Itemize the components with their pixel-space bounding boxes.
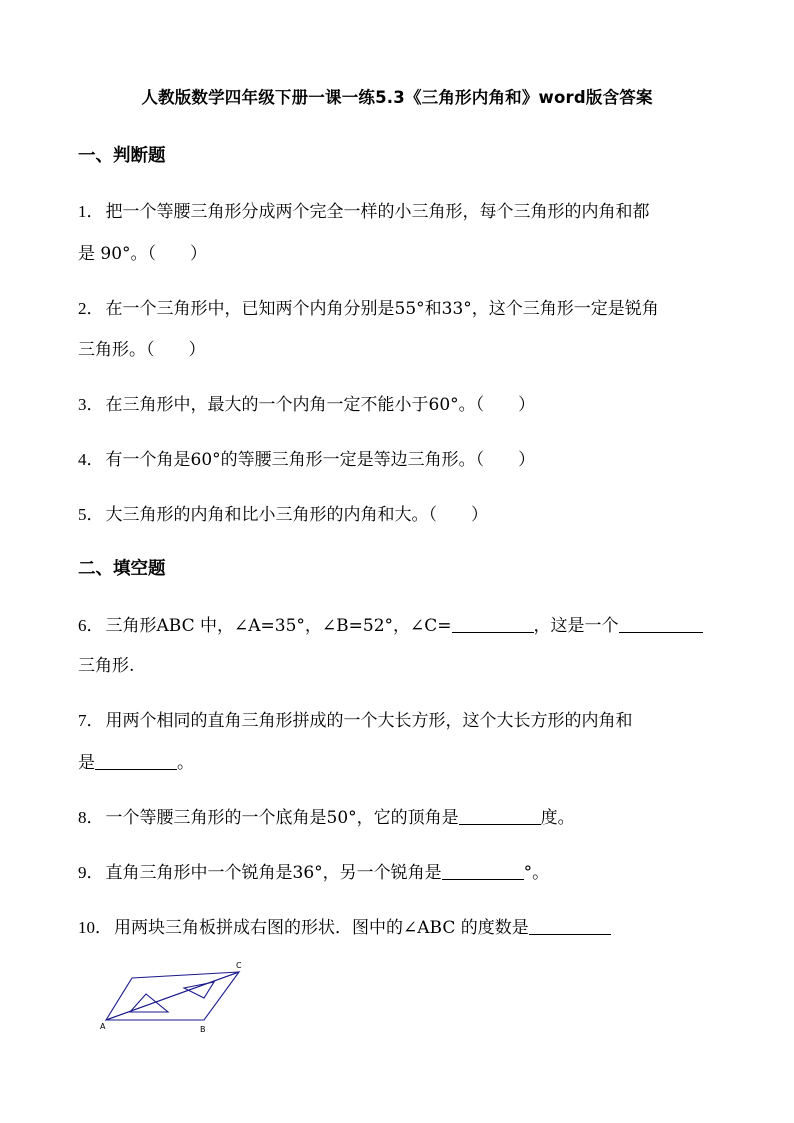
answer-blank[interactable] — [452, 615, 534, 633]
section-heading-fill-blank: 二、填空题 — [78, 559, 166, 579]
question-6-line-1 — [78, 611, 703, 636]
question-4 — [78, 445, 535, 470]
question-text: 。 — [177, 753, 194, 773]
question-number: 3． — [78, 395, 104, 414]
answer-blank[interactable] — [619, 615, 703, 633]
question-text: 度。 — [540, 808, 575, 828]
vertex-label-c: C — [236, 961, 242, 970]
question-text: 有一个角是60°的等腰三角形一定是等边三角形。（ ） — [105, 450, 536, 470]
question-2-line-1 — [78, 294, 659, 319]
question-text: °。 — [523, 863, 550, 883]
question-text: 大三角形的内角和比小三角形的内角和大。（ ） — [105, 505, 488, 525]
question-text: ，这是一个 — [533, 616, 619, 636]
question-text: 用两块三角板拼成右图的形状．图中的∠ABC 的度数是 — [114, 918, 529, 938]
question-6-line-2 — [78, 651, 134, 676]
answer-blank[interactable] — [95, 752, 177, 770]
answer-blank[interactable] — [442, 862, 524, 880]
question-number: 4． — [78, 450, 104, 469]
answer-blank[interactable] — [459, 807, 541, 825]
question-number: 5． — [78, 505, 104, 524]
question-number: 2． — [78, 299, 104, 318]
question-5 — [78, 500, 488, 525]
question-10 — [78, 913, 611, 938]
question-text: 一个等腰三角形的一个底角是50°，它的顶角是 — [105, 808, 459, 828]
question-text: 直角三角形中一个锐角是36°，另一个锐角是 — [105, 863, 442, 883]
question-text: 三角形ABC 中，∠A=35°，∠B=52°，∠C= — [105, 616, 452, 636]
question-8 — [78, 803, 575, 828]
question-text: 三角形. — [78, 656, 135, 676]
question-text: 用两个相同的直角三角形拼成的一个大长方形，这个大长方形的内角和 — [105, 711, 633, 731]
question-7-line-1 — [78, 706, 633, 731]
question-text: 是 90°。（ ） — [78, 244, 208, 264]
question-text: 是 — [78, 753, 95, 773]
question-number: 1． — [78, 202, 104, 221]
set-squares-figure — [96, 958, 256, 1038]
question-text: 在三角形中，最大的一个内角一定不能小于60°。（ ） — [105, 395, 536, 415]
question-7-line-2 — [78, 748, 194, 773]
vertex-label-b: B — [200, 1025, 206, 1034]
section-heading-judgment: 一、判断题 — [78, 146, 166, 166]
question-text: 把一个等腰三角形分成两个完全一样的小三角形，每个三角形的内角和都 — [105, 202, 650, 222]
answer-blank[interactable] — [529, 917, 611, 935]
question-number: 10． — [78, 918, 112, 937]
set-squares-diagram — [96, 958, 256, 1038]
small-set-square-outline — [106, 972, 239, 1020]
question-3 — [78, 390, 535, 415]
question-9 — [78, 858, 549, 883]
question-text: 三角形。（ ） — [78, 340, 206, 360]
question-2-line-2 — [78, 335, 206, 360]
vertex-label-a: A — [100, 1022, 106, 1031]
document-title: 人教版数学四年级下册一课一练5.3《三角形内角和》word版含答案 — [141, 88, 653, 107]
question-1-line-2 — [78, 239, 207, 264]
question-number: 7． — [78, 711, 104, 730]
question-number: 9． — [78, 863, 104, 882]
question-number: 8． — [78, 808, 104, 827]
question-1-line-1 — [78, 197, 650, 222]
question-text: 在一个三角形中，已知两个内角分别是55°和33°，这个三角形一定是锐角 — [105, 299, 659, 319]
question-number: 6． — [78, 616, 104, 635]
